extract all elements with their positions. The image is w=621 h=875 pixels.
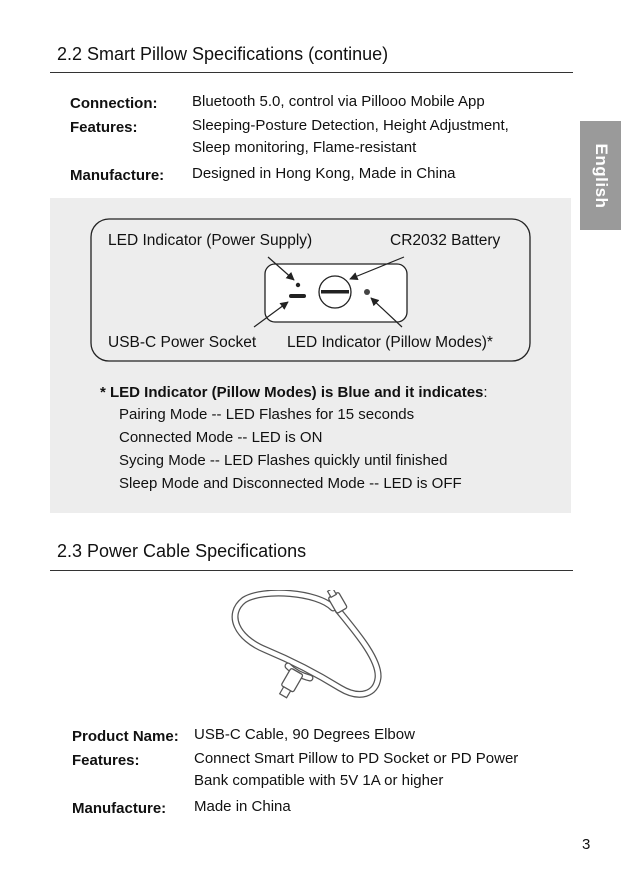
spec-value-cable-features-line2: Bank compatible with 5V 1A or higher [194, 772, 444, 789]
led-note-line: Sycing Mode -- LED Flashes quickly until finished [119, 452, 448, 469]
led-note-line: Pairing Mode -- LED Flashes for 15 seconds [119, 406, 415, 423]
modes-led-dot [364, 289, 370, 295]
page-number: 3 [582, 836, 591, 853]
language-tab-label: English [592, 143, 611, 208]
spec-label-connection: Connection: [70, 95, 158, 112]
power-led-dot [296, 283, 300, 287]
spec-value-product-name: USB-C Cable, 90 Degrees Elbow [194, 726, 415, 743]
spec-label-features: Features: [70, 119, 138, 136]
section-title-smart-pillow-specs: 2.2 Smart Pillow Specifications (continue) [57, 44, 389, 64]
spec-value-cable-manufacture: Made in China [194, 798, 291, 815]
spec-value-features-line2: Sleep monitoring, Flame-resistant [192, 139, 417, 156]
label-led-pillow-modes: LED Indicator (Pillow Modes)* [287, 334, 493, 351]
section-rule [50, 570, 573, 571]
spec-label-product-name: Product Name: [72, 728, 179, 745]
spec-label-cable-manufacture: Manufacture: [72, 800, 167, 817]
led-note-heading-colon: : [483, 384, 488, 401]
label-usb-c-socket: USB-C Power Socket [108, 334, 257, 351]
label-led-power-supply: LED Indicator (Power Supply) [108, 232, 313, 249]
spec-value-cable-features: Connect Smart Pillow to PD Socket or PD Power [194, 750, 519, 767]
spec-label-manufacture: Manufacture: [70, 167, 165, 184]
led-note-heading-text: * LED Indicator (Pillow Modes) is Blue and it indicates [100, 384, 484, 401]
spec-value-connection: Bluetooth 5.0, control via Pillooo Mobile App [192, 93, 485, 110]
led-note-heading [100, 384, 488, 401]
spec-value-manufacture: Designed in Hong Kong, Made in China [192, 165, 456, 182]
label-cr2032-battery: CR2032 Battery [390, 232, 501, 249]
led-note-line: Connected Mode -- LED is ON [119, 429, 323, 446]
spec-label-cable-features: Features: [72, 752, 140, 769]
battery-cover-slot [321, 290, 349, 294]
led-note-line: Sleep Mode and Disconnected Mode -- LED is OFF [119, 475, 462, 492]
usb-c-cable-illustration [228, 590, 393, 715]
spec-value-features: Sleeping-Posture Detection, Height Adjustment, [192, 117, 509, 134]
section-title-power-cable-specs: 2.3 Power Cable Specifications [57, 541, 307, 561]
usb-c-slot [289, 294, 306, 298]
